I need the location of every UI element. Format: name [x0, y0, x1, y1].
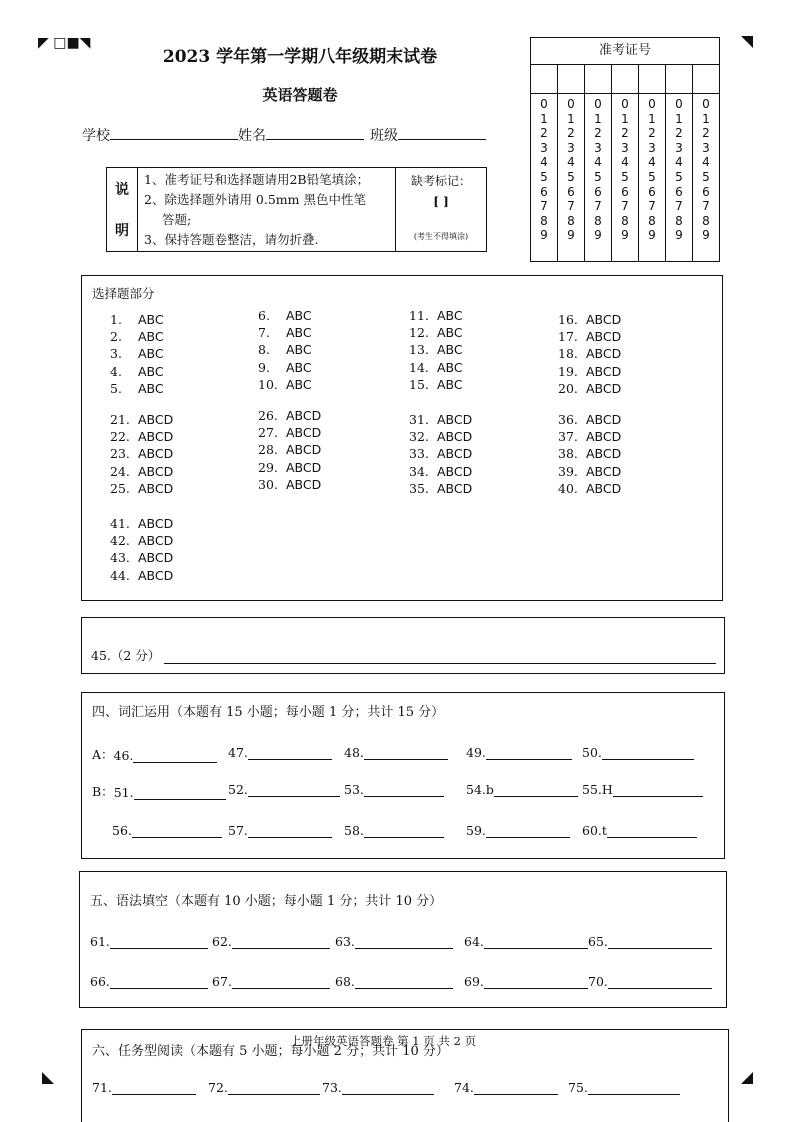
choice-number: 9. — [258, 360, 270, 375]
answer-blank — [90, 974, 208, 989]
answer-line[interactable] — [228, 1081, 320, 1095]
answer-blank — [228, 823, 332, 838]
choice-options[interactable]: ABCD — [286, 460, 322, 475]
choice-number: 11. — [409, 308, 429, 323]
answer-line[interactable] — [486, 824, 570, 838]
answer-line[interactable] — [110, 935, 208, 949]
choice-options[interactable]: ABCD — [586, 481, 622, 496]
choice-item[interactable] — [110, 568, 173, 583]
choice-options[interactable]: ABC — [138, 329, 164, 344]
row-prefix: B： — [92, 784, 114, 799]
answer-line[interactable] — [248, 746, 332, 760]
multiple-choice-title: 选择题部分 — [92, 286, 155, 301]
choice-number: 25. — [110, 481, 130, 496]
page-footer: 上册年级英语答题卷 第 1 页 共 2 页 — [290, 1034, 477, 1048]
blank-number: 72. — [208, 1080, 228, 1095]
blank-number: 53. — [344, 782, 364, 797]
blank-number: 56. — [112, 823, 132, 838]
choice-options[interactable]: ABC — [138, 381, 164, 396]
answer-line[interactable] — [608, 935, 712, 949]
blank-number: 49. — [466, 745, 486, 760]
choice-number: 34. — [409, 464, 429, 479]
vocabulary-section-title: 四、词汇运用（本题有 15 小题；每小题 1 分；共计 15 分） — [92, 705, 445, 720]
choice-options[interactable]: ABC — [437, 360, 463, 375]
choice-number: 17. — [558, 329, 578, 344]
choice-options[interactable]: ABCD — [586, 429, 622, 444]
blank-number: 65. — [588, 934, 608, 949]
choice-options[interactable]: ABCD — [286, 425, 322, 440]
blank-number: 57. — [228, 823, 248, 838]
choice-options[interactable]: ABCD — [286, 442, 322, 457]
choice-number: 16. — [558, 312, 578, 327]
choice-options[interactable]: ABC — [437, 325, 463, 340]
blank-number: 64. — [464, 934, 484, 949]
blank-number: 59. — [466, 823, 486, 838]
choice-number: 36. — [558, 412, 578, 427]
choice-options[interactable]: ABCD — [586, 312, 622, 327]
choice-number: 26. — [258, 408, 278, 423]
choice-options[interactable]: ABCD — [138, 533, 174, 548]
choice-options[interactable]: ABC — [138, 364, 164, 379]
choice-number: 1. — [110, 312, 122, 327]
blank-number: 71. — [92, 1080, 112, 1095]
choice-number: 3. — [110, 346, 122, 361]
answer-blank — [322, 1080, 434, 1095]
choice-number: 23. — [110, 446, 130, 461]
ticket-digits[interactable]: 0 1 2 3 4 5 6 7 8 9 — [540, 97, 548, 243]
instruction-line: 1、准考证号和选择题请用2B铅笔填涂； — [144, 172, 370, 187]
answer-line[interactable] — [602, 746, 694, 760]
ticket-digits[interactable]: 0 1 2 3 4 5 6 7 8 9 — [621, 97, 629, 243]
choice-options[interactable]: ABC — [437, 342, 463, 357]
answer-blank — [92, 745, 217, 763]
choice-item[interactable] — [409, 360, 463, 375]
choice-number: 21. — [110, 412, 130, 427]
choice-item[interactable] — [409, 464, 472, 479]
multiple-choice-section — [81, 275, 723, 601]
answer-line[interactable] — [608, 975, 712, 989]
choice-options[interactable]: ABCD — [586, 364, 622, 379]
choice-options[interactable]: ABC — [437, 308, 463, 323]
instructions-heading-1: 说 — [115, 181, 129, 198]
choice-options[interactable]: ABCD — [437, 429, 473, 444]
answer-line[interactable] — [607, 824, 697, 838]
choice-item[interactable] — [409, 429, 472, 444]
answer-blank — [92, 782, 226, 800]
blank-number: 73. — [322, 1080, 342, 1095]
choice-number: 24. — [110, 464, 130, 479]
choice-options[interactable]: ABC — [286, 360, 312, 375]
choice-number: 22. — [110, 429, 130, 444]
choice-number: 37. — [558, 429, 578, 444]
blank-number: 60.t — [582, 823, 607, 838]
answer-blank — [464, 974, 588, 989]
choice-item[interactable] — [110, 481, 173, 496]
choice-item[interactable] — [558, 464, 621, 479]
choice-number: 8. — [258, 342, 270, 357]
choice-number: 13. — [409, 342, 429, 357]
choice-item[interactable] — [409, 412, 472, 427]
ticket-column[interactable] — [639, 65, 666, 262]
answer-line[interactable] — [364, 783, 444, 797]
choice-number: 42. — [110, 533, 130, 548]
choice-item[interactable] — [110, 364, 164, 379]
choice-item[interactable] — [110, 346, 164, 361]
choice-number: 6. — [258, 308, 270, 323]
choice-item[interactable] — [110, 550, 173, 565]
choice-number: 27. — [258, 425, 278, 440]
choice-item[interactable] — [258, 308, 312, 323]
blank-number: 51. — [113, 785, 134, 800]
choice-number: 15. — [409, 377, 429, 392]
choice-options[interactable]: ABCD — [138, 464, 174, 479]
choice-item[interactable] — [110, 412, 173, 427]
student-info-row — [82, 125, 486, 145]
choice-item[interactable] — [110, 381, 164, 396]
blank-number: 70. — [588, 974, 608, 989]
answer-line[interactable] — [112, 1081, 196, 1095]
ticket-digits[interactable]: 0 1 2 3 4 5 6 7 8 9 — [594, 97, 602, 243]
blank-number: 74. — [454, 1080, 474, 1095]
answer-blank — [582, 745, 694, 760]
answer-blank — [466, 823, 570, 838]
choice-item[interactable] — [409, 342, 463, 357]
answer-blank — [582, 782, 703, 797]
blank-number: 52. — [228, 782, 248, 797]
choice-item[interactable] — [258, 460, 321, 475]
answer-blank — [212, 974, 330, 989]
choice-item[interactable] — [409, 481, 472, 496]
ticket-column[interactable] — [531, 65, 558, 262]
choice-item[interactable] — [258, 408, 321, 423]
choice-options[interactable]: ABC — [437, 377, 463, 392]
question-45-answer-line[interactable] — [164, 650, 716, 664]
instructions-heading-2: 明 — [115, 223, 129, 240]
choice-options[interactable]: ABCD — [138, 481, 174, 496]
answer-line[interactable] — [364, 746, 448, 760]
class-field[interactable] — [398, 125, 486, 140]
ticket-digits[interactable]: 0 1 2 3 4 5 6 7 8 9 — [648, 97, 656, 243]
answer-line[interactable] — [232, 975, 330, 989]
ticket-column[interactable] — [558, 65, 585, 262]
reading-section-title: 六、任务型阅读（本题有 5 小题；每小题 2 分；共计 10 分） — [92, 1044, 449, 1059]
choice-item[interactable] — [409, 325, 463, 340]
blank-number: 67. — [212, 974, 232, 989]
answer-line[interactable] — [474, 1081, 558, 1095]
answer-line[interactable] — [484, 975, 588, 989]
blank-number: 50. — [582, 745, 602, 760]
school-label: 学校 — [82, 128, 110, 144]
instructions-box — [106, 167, 487, 252]
choice-item[interactable] — [558, 381, 621, 396]
choice-options[interactable]: ABCD — [138, 446, 174, 461]
choice-number: 35. — [409, 481, 429, 496]
choice-item[interactable] — [110, 329, 164, 344]
answer-line[interactable] — [364, 824, 444, 838]
choice-number: 41. — [110, 516, 130, 531]
choice-item[interactable] — [258, 477, 321, 492]
question-45-section — [81, 617, 725, 674]
choice-item[interactable] — [558, 312, 621, 327]
choice-options[interactable]: ABC — [286, 325, 312, 340]
answer-blank — [228, 745, 332, 760]
choice-number: 33. — [409, 446, 429, 461]
choice-item[interactable] — [258, 325, 312, 340]
choice-item[interactable] — [110, 446, 173, 461]
answer-blank — [228, 782, 340, 797]
answer-line[interactable] — [494, 783, 578, 797]
answer-blank — [582, 823, 697, 838]
choice-options[interactable]: ABCD — [138, 550, 174, 565]
choice-options[interactable]: ABCD — [586, 446, 622, 461]
blank-number: 68. — [335, 974, 355, 989]
exam-subtitle: 英语答题卷 — [262, 86, 338, 104]
choice-number: 12. — [409, 325, 429, 340]
choice-item[interactable] — [558, 364, 621, 379]
choice-options[interactable]: ABCD — [286, 477, 322, 492]
answer-blank — [588, 974, 712, 989]
choice-options[interactable]: ABCD — [138, 429, 174, 444]
choice-item[interactable] — [409, 377, 463, 392]
answer-blank — [466, 782, 578, 797]
choice-options[interactable]: ABCD — [586, 381, 622, 396]
choice-options[interactable]: ABC — [286, 342, 312, 357]
choice-number: 32. — [409, 429, 429, 444]
answer-line[interactable] — [486, 746, 572, 760]
instructions-heading — [107, 168, 138, 251]
choice-item[interactable] — [558, 346, 621, 361]
choice-item[interactable] — [558, 412, 621, 427]
instruction-line: 2、除选择题外请用 0.5mm 黑色中性笔 — [144, 192, 366, 207]
corner-mark-bottom-left — [42, 1072, 54, 1084]
choice-item[interactable] — [558, 481, 621, 496]
ticket-digits[interactable]: 0 1 2 3 4 5 6 7 8 9 — [702, 97, 710, 243]
choice-number: 19. — [558, 364, 578, 379]
choice-number: 20. — [558, 381, 578, 396]
blank-number: 54.b — [466, 782, 494, 797]
answer-line[interactable] — [484, 935, 588, 949]
answer-line[interactable] — [355, 975, 453, 989]
registration-marks: ◤ □■◥ — [38, 35, 91, 51]
choice-number: 18. — [558, 346, 578, 361]
answer-line[interactable] — [613, 783, 703, 797]
answer-line[interactable] — [110, 975, 208, 989]
answer-blank — [92, 1080, 196, 1095]
choice-item[interactable] — [558, 429, 621, 444]
vocabulary-section — [81, 692, 725, 859]
absent-note: (考生不得填涂) — [413, 232, 469, 241]
choice-number: 4. — [110, 364, 122, 379]
answer-line[interactable] — [232, 935, 330, 949]
grammar-section-title: 五、语法填空（本题有 10 小题；每小题 1 分；共计 10 分） — [90, 894, 443, 909]
absent-mark-area — [396, 168, 486, 251]
choice-item[interactable] — [258, 425, 321, 440]
answer-blank — [464, 934, 588, 949]
answer-blank — [335, 934, 453, 949]
answer-blank — [212, 934, 330, 949]
answer-blank — [112, 823, 222, 838]
choice-number: 2. — [110, 329, 122, 344]
instruction-line: 答题; — [162, 212, 192, 227]
blank-number: 55.H — [582, 782, 613, 797]
answer-blank — [466, 745, 572, 760]
choice-item[interactable] — [258, 442, 321, 457]
choice-number: 10. — [258, 377, 278, 392]
choice-options[interactable]: ABCD — [437, 481, 473, 496]
answer-line[interactable] — [588, 1081, 680, 1095]
choice-options[interactable]: ABCD — [437, 464, 473, 479]
answer-blank — [208, 1080, 320, 1095]
instruction-line: 3、保持答题卷整洁，请勿折叠. — [144, 232, 319, 247]
choice-number: 38. — [558, 446, 578, 461]
choice-options[interactable]: ABCD — [586, 329, 622, 344]
ticket-column[interactable] — [612, 65, 639, 262]
choice-item[interactable] — [110, 533, 173, 548]
ticket-number-grid — [530, 37, 720, 262]
choice-item[interactable] — [258, 377, 312, 392]
choice-number: 31. — [409, 412, 429, 427]
answer-blank — [344, 745, 448, 760]
choice-options[interactable]: ABC — [138, 312, 164, 327]
blank-number: 69. — [464, 974, 484, 989]
blank-number: 66. — [90, 974, 110, 989]
choice-item[interactable] — [258, 360, 312, 375]
choice-number: 43. — [110, 550, 130, 565]
row-prefix: A： — [92, 747, 114, 762]
choice-number: 40. — [558, 481, 578, 496]
absent-checkbox[interactable]: [ ] — [433, 195, 449, 209]
choice-options[interactable]: ABCD — [286, 408, 322, 423]
blank-number: 58. — [344, 823, 364, 838]
choice-number: 5. — [110, 381, 122, 396]
choice-options[interactable]: ABC — [286, 308, 312, 323]
choice-options[interactable]: ABC — [138, 346, 164, 361]
choice-item[interactable] — [558, 446, 621, 461]
choice-number: 39. — [558, 464, 578, 479]
class-label: 班级 — [370, 128, 398, 144]
answer-line[interactable] — [134, 786, 226, 800]
blank-number: 46. — [113, 748, 134, 763]
choice-item[interactable] — [409, 446, 472, 461]
choice-item[interactable] — [110, 429, 173, 444]
choice-options[interactable]: ABCD — [437, 446, 473, 461]
choice-number: 30. — [258, 477, 278, 492]
ticket-column[interactable] — [585, 65, 612, 262]
exam-title: 2023 学年第一学期八年级期末试卷 — [162, 47, 438, 67]
blank-number: 48. — [344, 745, 364, 760]
blank-number: 63. — [335, 934, 355, 949]
question-45-label: 45.（2 分） — [91, 648, 161, 663]
answer-blank — [344, 782, 444, 797]
ticket-digits[interactable]: 0 1 2 3 4 5 6 7 8 9 — [567, 97, 575, 243]
choice-options[interactable]: ABCD — [437, 412, 473, 427]
choice-item[interactable] — [409, 308, 463, 323]
blank-number: 62. — [212, 934, 232, 949]
school-field[interactable] — [110, 125, 238, 140]
choice-options[interactable]: ABCD — [586, 412, 622, 427]
answer-blank — [344, 823, 444, 838]
answer-line[interactable] — [248, 824, 332, 838]
choice-options[interactable]: ABCD — [138, 516, 174, 531]
corner-mark-bottom-right — [741, 1072, 753, 1084]
choice-options[interactable]: ABCD — [586, 346, 622, 361]
name-label: 姓名 — [238, 128, 266, 144]
answer-blank — [588, 934, 712, 949]
choice-options[interactable]: ABC — [286, 377, 312, 392]
name-field[interactable] — [266, 125, 364, 140]
choice-item[interactable] — [110, 516, 173, 531]
choice-item[interactable] — [558, 329, 621, 344]
ticket-column[interactable] — [666, 65, 693, 262]
ticket-digits[interactable]: 0 1 2 3 4 5 6 7 8 9 — [675, 97, 683, 243]
ticket-number-title: 准考证号 — [531, 38, 719, 65]
choice-options[interactable]: ABCD — [586, 464, 622, 479]
ticket-column[interactable] — [693, 65, 719, 262]
instructions-text — [138, 168, 396, 251]
choice-number: 7. — [258, 325, 270, 340]
blank-number: 75. — [568, 1080, 588, 1095]
answer-blank — [90, 934, 208, 949]
choice-item[interactable] — [258, 342, 312, 357]
blank-number: 61. — [90, 934, 110, 949]
absent-label: 缺考标记： — [410, 174, 471, 188]
answer-blank — [568, 1080, 680, 1095]
corner-mark-top-right — [741, 36, 753, 48]
choice-item[interactable] — [110, 312, 164, 327]
answer-line[interactable] — [248, 783, 340, 797]
choice-number: 29. — [258, 460, 278, 475]
choice-item[interactable] — [110, 464, 173, 479]
answer-line[interactable] — [342, 1081, 434, 1095]
answer-blank — [454, 1080, 558, 1095]
grammar-section — [79, 871, 727, 1008]
answer-blank — [335, 974, 453, 989]
answer-line[interactable] — [133, 749, 217, 763]
choice-options[interactable]: ABCD — [138, 568, 174, 583]
choice-options[interactable]: ABCD — [138, 412, 174, 427]
choice-number: 44. — [110, 568, 130, 583]
answer-line[interactable] — [132, 824, 222, 838]
choice-number: 14. — [409, 360, 429, 375]
choice-number: 28. — [258, 442, 278, 457]
blank-number: 47. — [228, 745, 248, 760]
answer-line[interactable] — [355, 935, 453, 949]
